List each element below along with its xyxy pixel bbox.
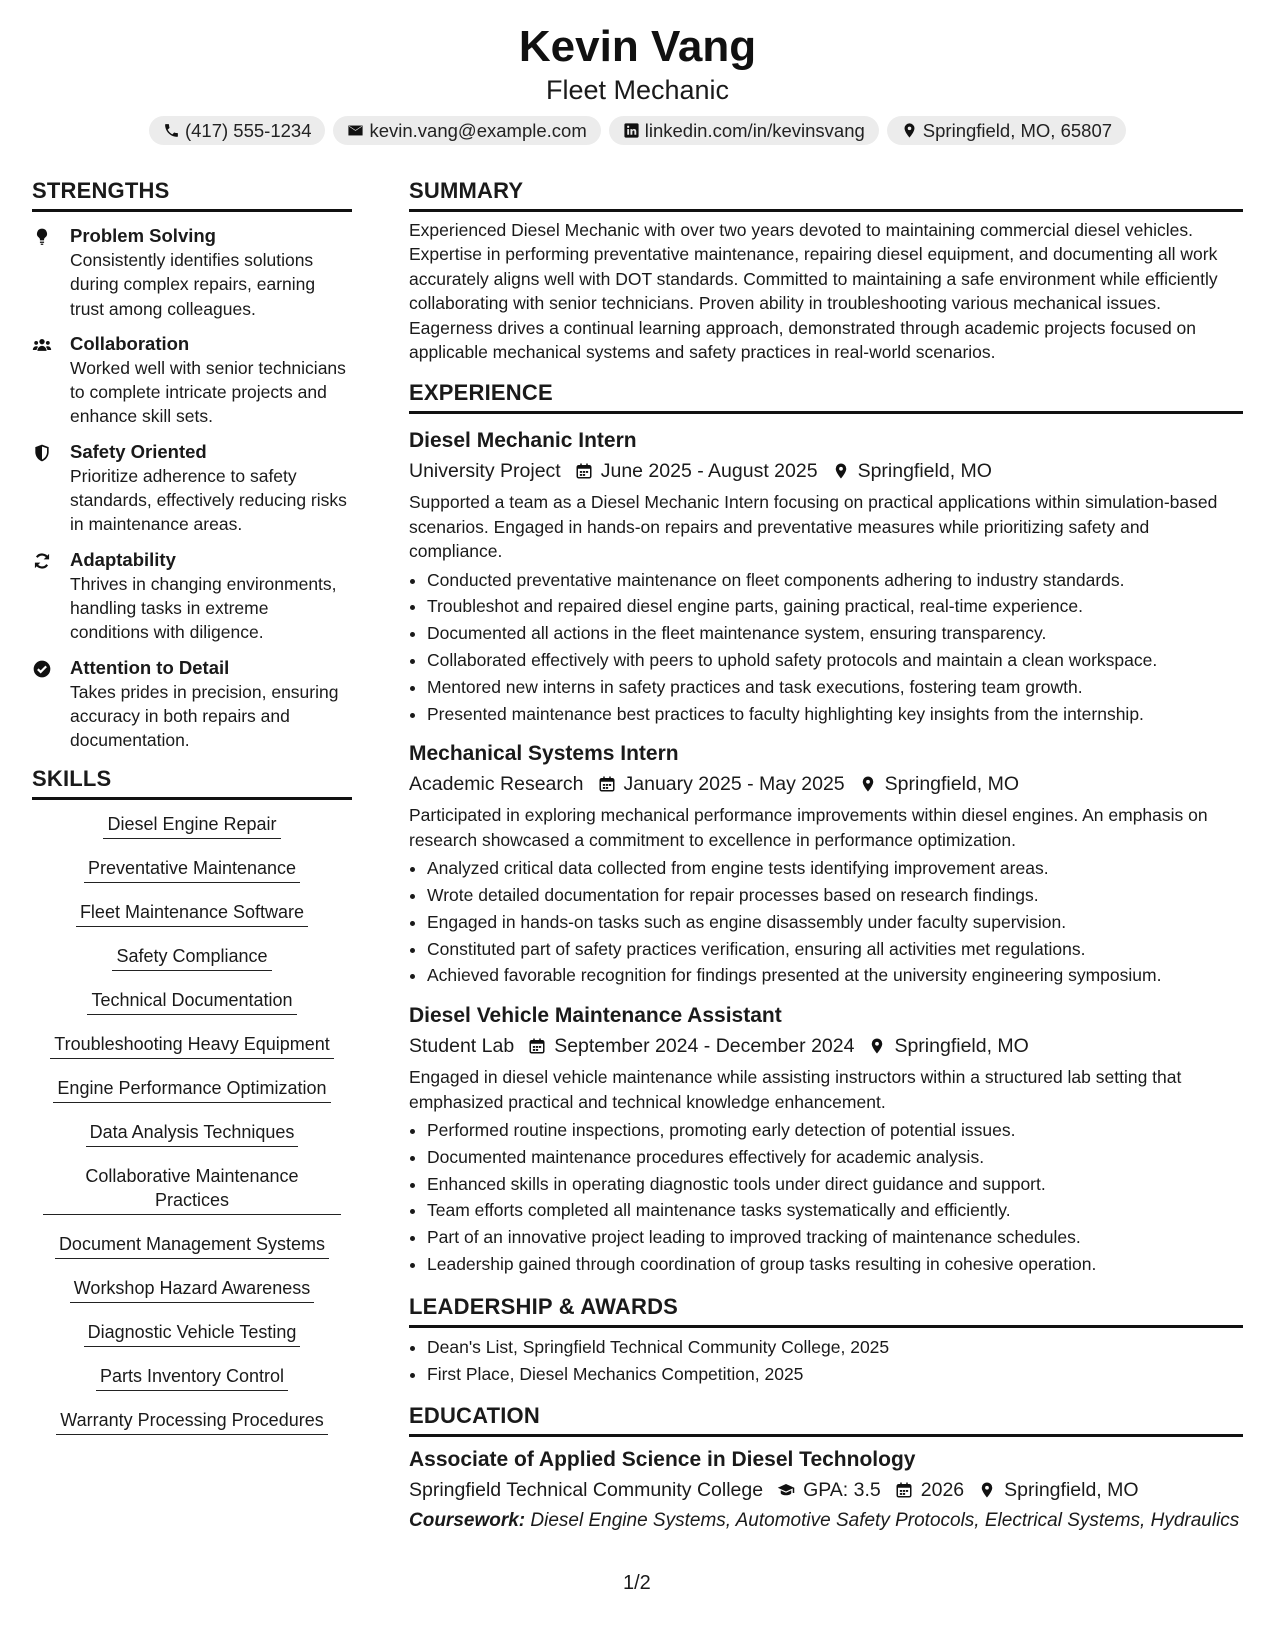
strength-name: Attention to Detail <box>70 656 230 678</box>
skill-item: Fleet Maintenance Software <box>76 900 308 927</box>
lightbulb-icon <box>32 224 70 321</box>
gpa-text: GPA: 3.5 <box>803 1479 881 1502</box>
shield-icon <box>32 440 70 537</box>
phone-pill[interactable] <box>149 116 326 145</box>
skill-item: Parts Inventory Control <box>96 1364 288 1391</box>
graduation-cap-icon <box>777 1481 795 1499</box>
job-bullet: • Engaged in hands-on tasks such as engine disassembly under faculty supervision. <box>427 909 1243 936</box>
strength-item <box>32 224 352 321</box>
right-column <box>409 178 1243 1533</box>
location-text: Springfield, MO, 65807 <box>922 120 1113 141</box>
strength-description: Consistently identifies solutions during complex repairs, earning trust among colleagues. <box>70 250 316 319</box>
resume-header <box>0 22 1275 145</box>
skill-item: Warranty Processing Procedures <box>56 1408 327 1435</box>
candidate-name: Kevin Vang <box>518 22 757 71</box>
strength-description: Thrives in changing environments, handling tasks in extreme conditions with diligence. <box>70 573 337 643</box>
job-meta <box>409 771 1243 797</box>
coursework-label: Coursework: <box>409 1510 526 1532</box>
job-bullets <box>409 567 1243 728</box>
page-number: 1/2 <box>623 1572 651 1594</box>
calendar-icon <box>895 1481 913 1499</box>
job-bullet: • Leadership gained through coordination of group tasks resulting in cohesive operation. <box>427 1251 1243 1278</box>
school-name: Springfield Technical Community College <box>409 1479 764 1502</box>
map-marker-icon <box>832 462 850 480</box>
job-title: Mechanical Systems Intern <box>409 742 679 766</box>
job-organization: Student Lab <box>409 1035 515 1058</box>
skill-item: Engine Performance Optimization <box>53 1076 330 1103</box>
strength-description: Takes prides in precision, ensuring accuracy in both repairs and documentation. <box>70 681 339 751</box>
coursework <box>409 1509 1243 1533</box>
job-entry <box>409 1003 1243 1278</box>
skill-row <box>32 900 352 944</box>
job-bullet: • Wrote detailed documentation for repair processes based on research findings. <box>427 882 1243 909</box>
skill-row <box>32 856 352 900</box>
awards-heading: LEADERSHIP & AWARDS <box>409 1294 1243 1328</box>
skill-row <box>32 1320 352 1364</box>
map-marker-icon <box>868 1037 886 1055</box>
skill-row <box>32 1076 352 1120</box>
left-column <box>32 178 352 1452</box>
calendar-icon <box>528 1037 546 1055</box>
job-meta <box>409 458 1243 484</box>
experience-heading: EXPERIENCE <box>409 380 1243 414</box>
job-bullet: • Constituted part of safety practices verification, ensuring all activities met regulations. <box>427 936 1243 963</box>
job-bullet: • Performed routine inspections, promoting early detection of potential issues. <box>427 1117 1243 1144</box>
job-bullets <box>409 855 1243 989</box>
skill-item: Preventative Maintenance <box>84 856 300 883</box>
envelope-icon <box>347 122 364 139</box>
job-bullet: • Troubleshot and repaired diesel engine parts, gaining practical, real-time experience. <box>427 593 1243 620</box>
job-bullet: • Conducted preventative maintenance on fleet components adhering to industry standards. <box>427 567 1243 594</box>
strength-name: Collaboration <box>70 332 190 354</box>
job-dates: January 2025 - May 2025 <box>623 773 845 796</box>
job-bullet: • Collaborated effectively with peers to uphold safety protocols and maintain a clean workspace. <box>427 647 1243 674</box>
strength-description: Prioritize adherence to safety standards, effectively reducing risks in maintenance areas. <box>70 465 347 535</box>
linkedin-icon <box>623 122 640 139</box>
linkedin-text: linkedin.com/in/kevinsvang <box>644 120 865 141</box>
users-icon <box>32 332 70 429</box>
skill-item: Collaborative Maintenance Practices <box>43 1164 341 1215</box>
skill-item: Troubleshooting Heavy Equipment <box>50 1032 334 1059</box>
education-heading: EDUCATION <box>409 1403 1243 1437</box>
strength-name: Safety Oriented <box>70 440 207 462</box>
coursework-text: Diesel Engine Systems, Automotive Safety Protocols, Electrical Systems, Hydraulics <box>525 1510 1240 1532</box>
awards-list <box>409 1334 1243 1388</box>
job-entry <box>409 428 1243 727</box>
job-bullet: • Enhanced skills in operating diagnostic tools under direct guidance and support. <box>427 1171 1243 1198</box>
skill-row <box>32 1364 352 1408</box>
strengths-list <box>32 224 352 752</box>
strength-name: Adaptability <box>70 548 176 570</box>
email-text: kevin.vang@example.com <box>369 120 587 141</box>
skill-row <box>32 1276 352 1320</box>
job-bullet: • Mentored new interns in safety practices and task executions, fostering team growth. <box>427 674 1243 701</box>
skill-row <box>32 988 352 1032</box>
skill-item: Technical Documentation <box>87 988 296 1015</box>
job-description: Engaged in diesel vehicle maintenance while assisting instructors within a structured lab setting that emphasized practical and technical knowledge enhancement. <box>409 1067 1182 1112</box>
award-item: • Dean's List, Springfield Technical Community College, 2025 <box>427 1334 1243 1361</box>
skill-row <box>32 1032 352 1076</box>
strength-name: Problem Solving <box>70 225 216 246</box>
calendar-icon <box>598 775 616 793</box>
skills-heading: SKILLS <box>32 766 352 800</box>
skill-item: Data Analysis Techniques <box>86 1120 299 1147</box>
job-meta <box>409 1033 1243 1059</box>
skill-item: Workshop Hazard Awareness <box>70 1276 314 1303</box>
strengths-heading: STRENGTHS <box>32 178 352 212</box>
calendar-icon <box>575 462 593 480</box>
experience-list <box>409 428 1243 1277</box>
strength-description: Worked well with senior technicians to complete intricate projects and enhance skill sets. <box>70 357 346 427</box>
job-bullet: • Part of an innovative project leading to improved tracking of maintenance schedules. <box>427 1224 1243 1251</box>
skill-row <box>32 1232 352 1276</box>
job-organization: University Project <box>409 460 561 483</box>
job-bullet: • Documented maintenance procedures effectively for academic analysis. <box>427 1144 1243 1171</box>
skill-row <box>32 812 352 856</box>
job-description: Participated in exploring mechanical performance improvements within diesel engines. An emphasis on research showcased a commitment to excellence in performance optimization. <box>409 805 1208 850</box>
summary-text: Experienced Diesel Mechanic with over two years devoted to maintaining commercial diesel vehicles. Expertise in performing preventative maintenance, repairing diesel equipment, and documenting all work accurately aligns well with DOT standards. Committed to maintaining a safe environment while efficiently collaborating with senior technicians. Proven ability in troubleshooting various mechanical issues. Eagerness drives a continual learning approach, demonstrated through academic projects focused on applicable mechanical systems and safety practices in real-world scenarios. <box>409 220 1218 363</box>
degree-title: Associate of Applied Science in Diesel Technology <box>409 1448 916 1472</box>
map-marker-icon <box>859 775 877 793</box>
skill-row <box>32 944 352 988</box>
job-organization: Academic Research <box>409 773 584 796</box>
job-bullet: • Presented maintenance best practices to faculty highlighting key insights from the internship. <box>427 701 1243 728</box>
award-item: • First Place, Diesel Mechanics Competition, 2025 <box>427 1361 1243 1388</box>
job-bullet: • Documented all actions in the fleet maintenance system, ensuring transparency. <box>427 620 1243 647</box>
job-title: Diesel Mechanic Intern <box>409 429 637 453</box>
job-dates: September 2024 - December 2024 <box>554 1035 855 1058</box>
email-pill[interactable] <box>333 116 600 145</box>
job-location: Springfield, MO <box>884 773 1020 796</box>
sync-icon <box>32 548 70 645</box>
education-meta <box>409 1477 1243 1503</box>
location-pill[interactable] <box>887 116 1126 145</box>
phone-icon <box>163 122 180 139</box>
skill-item: Safety Compliance <box>112 944 271 971</box>
linkedin-pill[interactable] <box>609 116 879 145</box>
skill-row <box>32 1120 352 1164</box>
strength-item <box>32 548 352 645</box>
skill-item: Document Management Systems <box>55 1232 329 1259</box>
strength-item <box>32 332 352 429</box>
skill-row <box>32 1408 352 1452</box>
summary-heading: SUMMARY <box>409 178 1243 212</box>
candidate-role: Fleet Mechanic <box>545 75 730 105</box>
skill-item: Diagnostic Vehicle Testing <box>84 1320 301 1347</box>
graduation-year: 2026 <box>920 1479 965 1502</box>
map-pin-icon <box>901 122 918 139</box>
contact-bar <box>0 116 1275 145</box>
job-bullet: • Achieved favorable recognition for findings presented at the university engineering symposium. <box>427 962 1243 989</box>
job-description: Supported a team as a Diesel Mechanic Intern focusing on practical applications within simulation-based scenarios. Engaged in hands-on repairs and preventative measures while prioritizing safety and compliance. <box>409 492 1218 562</box>
job-bullet: • Team efforts completed all maintenance tasks systematically and efficiently. <box>427 1197 1243 1224</box>
job-location: Springfield, MO <box>894 1035 1029 1058</box>
job-location: Springfield, MO <box>857 460 992 483</box>
strength-item <box>32 440 352 537</box>
job-bullet: • Analyzed critical data collected from engine tests identifying improvement areas. <box>427 855 1243 882</box>
job-dates: June 2025 - August 2025 <box>600 460 818 483</box>
job-entry <box>409 741 1243 989</box>
education-location: Springfield, MO <box>1004 1479 1139 1502</box>
skill-row <box>32 1164 352 1232</box>
skills-list <box>32 812 352 1452</box>
job-title: Diesel Vehicle Maintenance Assistant <box>409 1004 782 1028</box>
check-circle-icon <box>32 656 70 753</box>
map-marker-icon <box>978 1481 996 1499</box>
strength-item <box>32 656 352 753</box>
job-bullets <box>409 1117 1243 1278</box>
skill-item: Diesel Engine Repair <box>103 812 280 839</box>
phone-text: (417) 555-1234 <box>184 120 312 141</box>
